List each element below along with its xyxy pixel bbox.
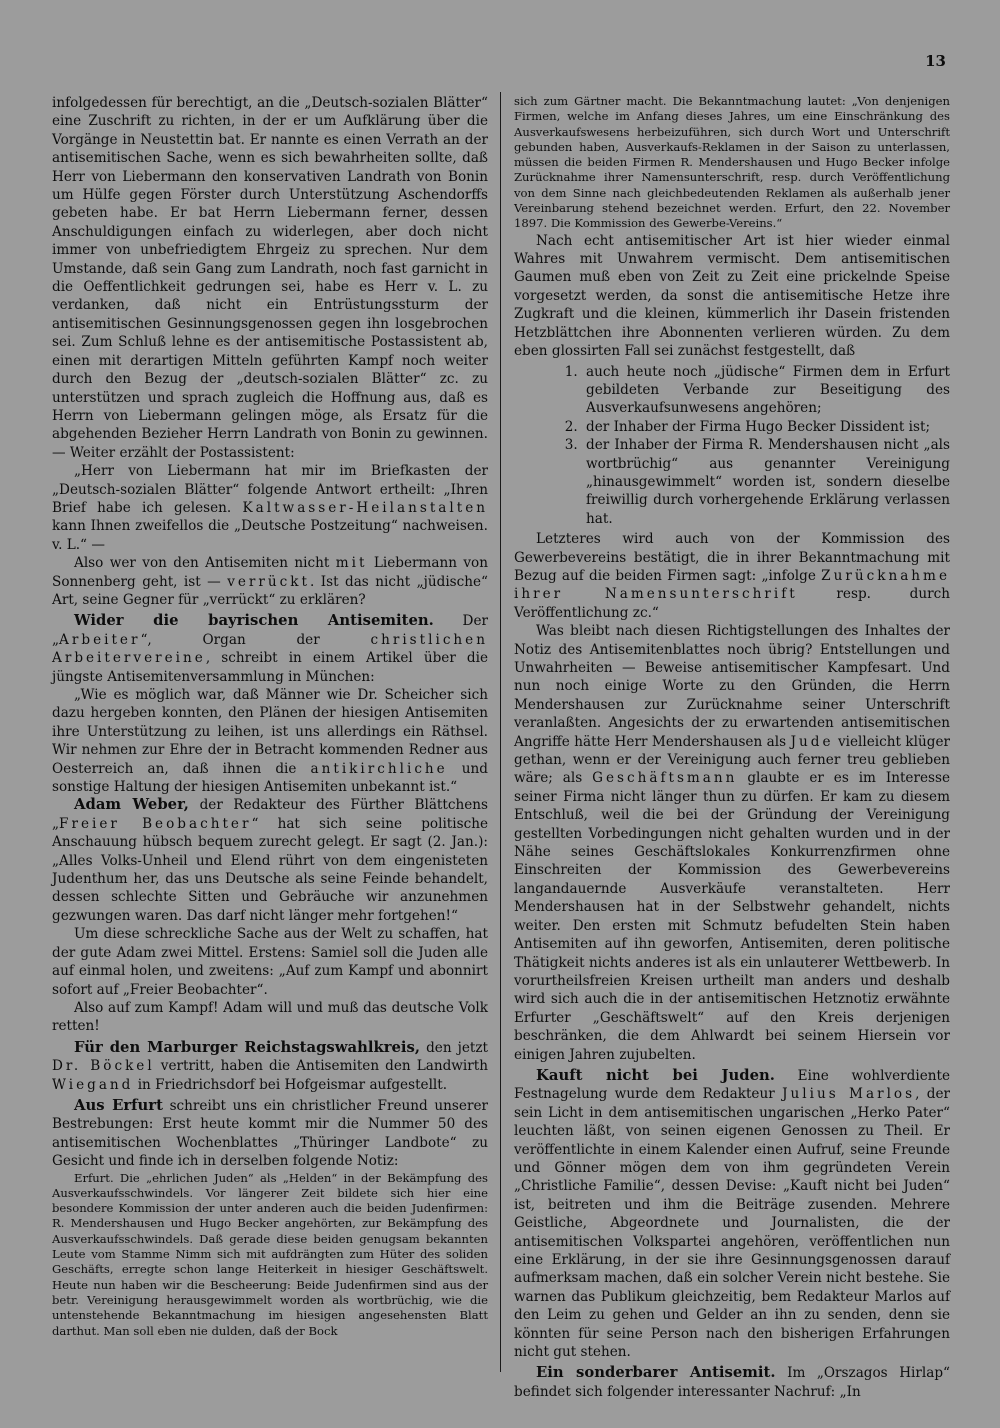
right-column <box>514 94 950 1401</box>
spaced-text: Freier Beobachter <box>59 815 252 832</box>
article-heading: Ein sonderbarer Antisemit. <box>536 1364 776 1382</box>
spaced-text: Arbeiter <box>59 631 141 648</box>
paragraph: Um diese schreckliche Sache aus der Welt zu schaffen, hat der gute Adam zwei Mittel. Erstens: Samiel soll die Juden alle auf einmal holen, und zweitens: „Auf zum Kampf und abonnirt sofort auf „Freier Beobachter“. <box>52 926 488 998</box>
text: glaubte er es im Interesse seiner Firma nicht länger thun zu dürfen. Er kam zu diesem Entschluß, weil die bei der Gründung der Vereinigung gestellten Vorbedingungen nicht gehalten wurden und in der Nähe seines Geschäftslokales Konkurrenzfirmen ohne Einschreiten der Kommission des Gewerbevereins langandauernde Ausverkäufe veranstalteten. Herr Mendershausen hat in der Selbstwehr gehandelt, nichts weiter. Den ersten mit Schmutz befudelten Stein haben Antisemiten auf ihn geworfen, Antisemiten, deren politische Thätigkeit nichts anderes ist als ein unlauterer Wettbewerb. In vorurtheilsfreien Kreisen urtheilt man anders und deshalb wird sich auch die in der antisemitischen Hetznotiz erwähnte Erfurter „Geschäftswelt“ auf den Kreis derjenigen beschränken, die dem Ahlwardt bei seinem Hiersein vor einigen Jahren zujubelten. <box>514 770 950 1063</box>
text: kann Ihnen zweifellos die „Deutsche Postzeitung“ nachweisen. v. L.“ — <box>52 518 488 553</box>
article-paragraph <box>514 1364 950 1401</box>
text: Also wer von den Antisemiten nicht <box>74 555 336 572</box>
spaced-text: Jude <box>790 733 834 750</box>
text: vielleicht klüger gethan, wenn er der Vereinigung auch ferner treu geblieben wäre; als <box>514 733 950 787</box>
article-heading: Für den Marburger Reichstagswahlkreis, <box>74 1038 421 1056</box>
list-item: 2. der Inhaber der Firma Hugo Becker Dissident ist; <box>582 418 950 436</box>
text: in Friedrichsdorf bei Hofgeismar aufgestellt. <box>133 1076 448 1093</box>
left-column <box>52 94 488 1339</box>
spaced-text: Geschäftsmann <box>592 770 738 787</box>
paragraph <box>514 622 950 1064</box>
text: Liebermann von Sonnenberg geht, ist — <box>52 555 488 590</box>
text: “ hat sich seine politische Anschauung hübsch bequem zurecht gelegt. Er sagt (2. Jan.): „Alles Volks-Unheil und Elend rührt von dem eingenisteten Judenthum her, das uns Deutsche als seine Feinde behandelt, dessen schlechte Sitten und Gebräuche wir anzunehmen gezwungen waren. Das darf nicht länger mehr fortgehen!“ <box>52 815 488 924</box>
text: “, Organ der <box>140 631 371 648</box>
text: „Herr von Liebermann hat mir im Briefkasten der „Deutsch-sozialen Blätter“ folgende Antwort ertheilt: „Ihren Brief habe ich gelesen. <box>52 463 488 516</box>
quote-paragraph <box>52 462 488 554</box>
page-number: 13 <box>925 52 946 70</box>
paragraph <box>52 554 488 609</box>
spaced-text: Kaltwasser-Heilanstalten <box>242 499 488 516</box>
spaced-text: christlichen Arbeitervereine <box>52 631 488 667</box>
column-divider <box>500 92 501 1372</box>
text: Letzteres wird auch von der Kommission des Gewerbevereins bestätigt, die in ihrer Bekanntmachung mit Bezug auf die beiden Firmen sagt: „infolge <box>514 531 950 584</box>
text: Eine wohlverdiente Festnagelung wurde dem Redakteur <box>514 1067 951 1103</box>
spaced-text: Zurücknahme ihrer Namensunterschrift <box>514 567 950 603</box>
article-paragraph <box>52 1097 488 1171</box>
numbered-list <box>514 363 950 529</box>
small-print-paragraph: sich zum Gärtner macht. Die Bekanntmachung lautet: „Von denjenigen Firmen, welche im Anfang dieses Jahres, um eine Einschränkung des Ausverkaufswesens herbeizuführen, sich durch Wort und Unterschrift gebunden haben, Ausverkaufs-Reklamen in der Saison zu unterlassen, müssen die beiden Firmen R. Mendershausen und Hugo Becker infolge Zurücknahme ihrer Namensunterschrift, resp. durch Veröffentlichung von dem Sinne nach gleichbedeutenden Reklamen als außerhalb jener Vereinbarung stehend bezeichnet werden. Erfurt, den 22. November 1897. Die Kommission des Gewerbe-Vereins.“ <box>514 94 950 231</box>
list-item: 1. auch heute noch „jüdische“ Firmen dem in Erfurt gebildeten Verbande zur Beseitigung des Ausverkaufsunwesens angehören; <box>582 363 950 418</box>
text: resp. durch Veröffentlichung zc.“ <box>514 586 950 621</box>
article-heading: Kauft nicht bei Juden. <box>536 1066 775 1084</box>
spaced-text: verrückt <box>227 573 310 590</box>
article-heading: Aus Erfurt <box>74 1096 163 1114</box>
spaced-text: Julius Marlos <box>782 1086 916 1103</box>
text: , schreibt in einem Artikel über die jüngste Antisemitenversammlung in München: <box>52 650 488 685</box>
text: . Ist das nicht „jüdische“ Art, seine Gegner für „verrückt“ zu erklären? <box>52 573 488 608</box>
spaced-text: Dr. Böckel <box>52 1058 155 1075</box>
text: schreibt uns ein christlicher Freund unserer Bestrebungen: Erst heute kommt mir die Nummer 50 des antisemitischen Wochenblattes „Thüringer Landbote“ zu Gesicht und finde ich in derselben folgende Notiz: <box>52 1097 488 1170</box>
paragraph: Also auf zum Kampf! Adam will und muß das deutsche Volk retten! <box>52 999 488 1035</box>
article-paragraph <box>52 1039 488 1094</box>
text: Der „ <box>52 613 489 648</box>
text: „Wie es möglich war, daß Männer wie Dr. Scheicher sich dazu hergeben konnten, den Plänen der hiesigen Antisemiten ihre Unterstützung zu leihen, ist uns allerdings ein Räthsel. Wir nehmen zur Ehre der in Betracht kommenden Redner aus Oesterreich an, daß ihnen die <box>52 687 488 777</box>
text: Was bleibt nach diesen Richtigstellungen des Inhaltes der Notiz des Antisemitenblattes noch übrig? Entstellungen und Unwahrheiten — Beweise antisemitischer Kampfesart. Und nun noch einige Worte zu den Gründen, die Herrn Mendershausen zur Zurücknahme seiner Unterschrift veranlaßten. Angesichts der zu erwartenden antisemitischen Angriffe hätte Herr Mendershausen als <box>514 623 950 750</box>
small-print-paragraph: Erfurt. Die „ehrlichen Juden“ als „Helden“ in der Bekämpfung des Ausverkaufsschwindels. Vor längerer Zeit bildete sich hier eine besondere Kommission der unter anderen auch die beiden Judenfirmen: R. Mendershausen und Hugo Becker angehörten, zur Bekämpfung des Ausverkaufsschwindels. Daß gerade diese beiden genugsam bekannten Leute vom Stamme Nimm sich mit aufdrängten zum Hüter des soliden Geschäfts, erregte schon lange Heiterkeit in hiesiger Geschäftswelt. Heute nun haben wir die Bescheerung: Beide Judenfirmen sind aus der betr. Vereinigung herausgewimmelt worden als wortbrüchig, wie die untenstehende Bekanntmachung im hiesigen angesehensten Blatt darthut. Man soll eben nie dulden, daß der Bock <box>52 1170 488 1338</box>
article-paragraph <box>52 612 488 686</box>
text: Im „Orszagos Hirlap“ befindet sich folgender interessanter Nachruf: „In <box>514 1365 950 1400</box>
article-paragraph <box>52 796 488 925</box>
text: der Redakteur des Fürther Blättchens „ <box>52 797 488 832</box>
text: und sonstige Haltung der hiesigen Antisemiten unbekannt ist.“ <box>52 760 488 796</box>
text: vertritt, haben die Antisemiten den Landwirth <box>154 1058 488 1075</box>
article-heading: Adam Weber, <box>74 796 189 814</box>
article-paragraph <box>514 1067 950 1362</box>
spaced-text: antikirchliche <box>310 760 448 777</box>
list-item: 3. der Inhaber der Firma R. Mendershausen nicht „als wortbrüchig“ aus genannter Vereinigung „hinausgewimmelt“ worden ist, sondern dieselbe freiwillig durch vorhergehende Erklärung verlassen hat. <box>582 436 950 528</box>
text: , der sein Licht in dem antisemitischen ungarischen „Herko Pater“ leuchten läßt, von seinen eigenen Genossen zu Theil. Er veröffentlichte in einem Kalender einen Aufruf, seine Freunde und Gönner mögen dem von ihm gegründeten Verein „Christliche Familie“, dessen Devise: „Kauft nicht bei Juden“ ist, beitreten und ihm die Beiträge zusenden. Mehrere Geistliche, Abgeordnete und Journalisten, die der antisemitischen Volkspartei angehören, veröffentlichen nun eine Erklärung, in der sie ihre Gesinnungsgenossen darauf aufmerksam machen, daß ein solcher Verein nicht bestehe. Sie warnen das Publikum gleichzeitig, bem Redakteur Marlos auf den Leim zu gehen und Gelder an ihn zu senden, denn sie könnten für seine Person nach den bisherigen Erfahrungen nicht gut stehen. <box>514 1086 951 1361</box>
paragraph <box>514 530 950 622</box>
spaced-text: mit <box>335 555 368 572</box>
article-heading: Wider die bayrischen Antisemiten. <box>74 612 434 630</box>
paragraph: infolgedessen für berechtigt, an die „Deutsch-sozialen Blätter“ eine Zuschrift zu richten, in der er um Aufklärung über die Vorgänge in Neustettin bat. Er nannte es einen Verrath an der antisemitischen Sache, wenn es sich bewahrheiten sollte, daß Herr von Liebermann den konservativen Landrath von Bonin um Hülfe gegen Förster durch Unterstützung Aschendorffs gebeten habe. Er bat Herrn Liebermann ferner, dessen Anschuldigungen einfach zu widerlegen, aber doch nicht immer von unbefriedigtem Ehrgeiz zu sprechen. Nur dem Umstande, daß sein Gang zum Landrath, noch fast garnicht in die Oeffentlichkeit gedrungen sei, habe es Herr v. L. zu verdanken, daß nicht ein Entrüstungssturm der antisemitischen Gesinnungsgenossen gegen ihn losgebrochen sei. Zum Schluß lehne es der antisemitische Postassistent ab, einen mit derartigen Mitteln geführten Kampf noch weiter durch den Bezug der „deutsch-sozialen Blätter“ zc. zu unterstützen und sprach zugleich die Hoffnung aus, daß es Herrn von Liebermann gelingen möge, als Ersatz für die abgehenden Bezieher Herrn Landrath von Bonin zu gewinnen. — Weiter erzählt der Postassistent: <box>52 95 488 461</box>
paragraph: Nach echt antisemitischer Art ist hier wieder einmal Wahres mit Unwahrem vermischt. Dem antisemitischen Gaumen muß eben von Zeit zu Zeit eine prickelnde Speise vorgesetzt werden, da sonst die antisemitische Hetze ihre Zugkraft und die kleinen, kümmerlich ihr Dasein fristenden Hetzblättchen ihre Abonnenten verlieren würden. Zu dem eben glossirten Fall sei zunächst festgestellt, daß <box>514 232 950 360</box>
text: den jetzt <box>420 1039 488 1056</box>
quote-paragraph <box>52 686 488 796</box>
spaced-text: Wiegand <box>52 1076 134 1093</box>
